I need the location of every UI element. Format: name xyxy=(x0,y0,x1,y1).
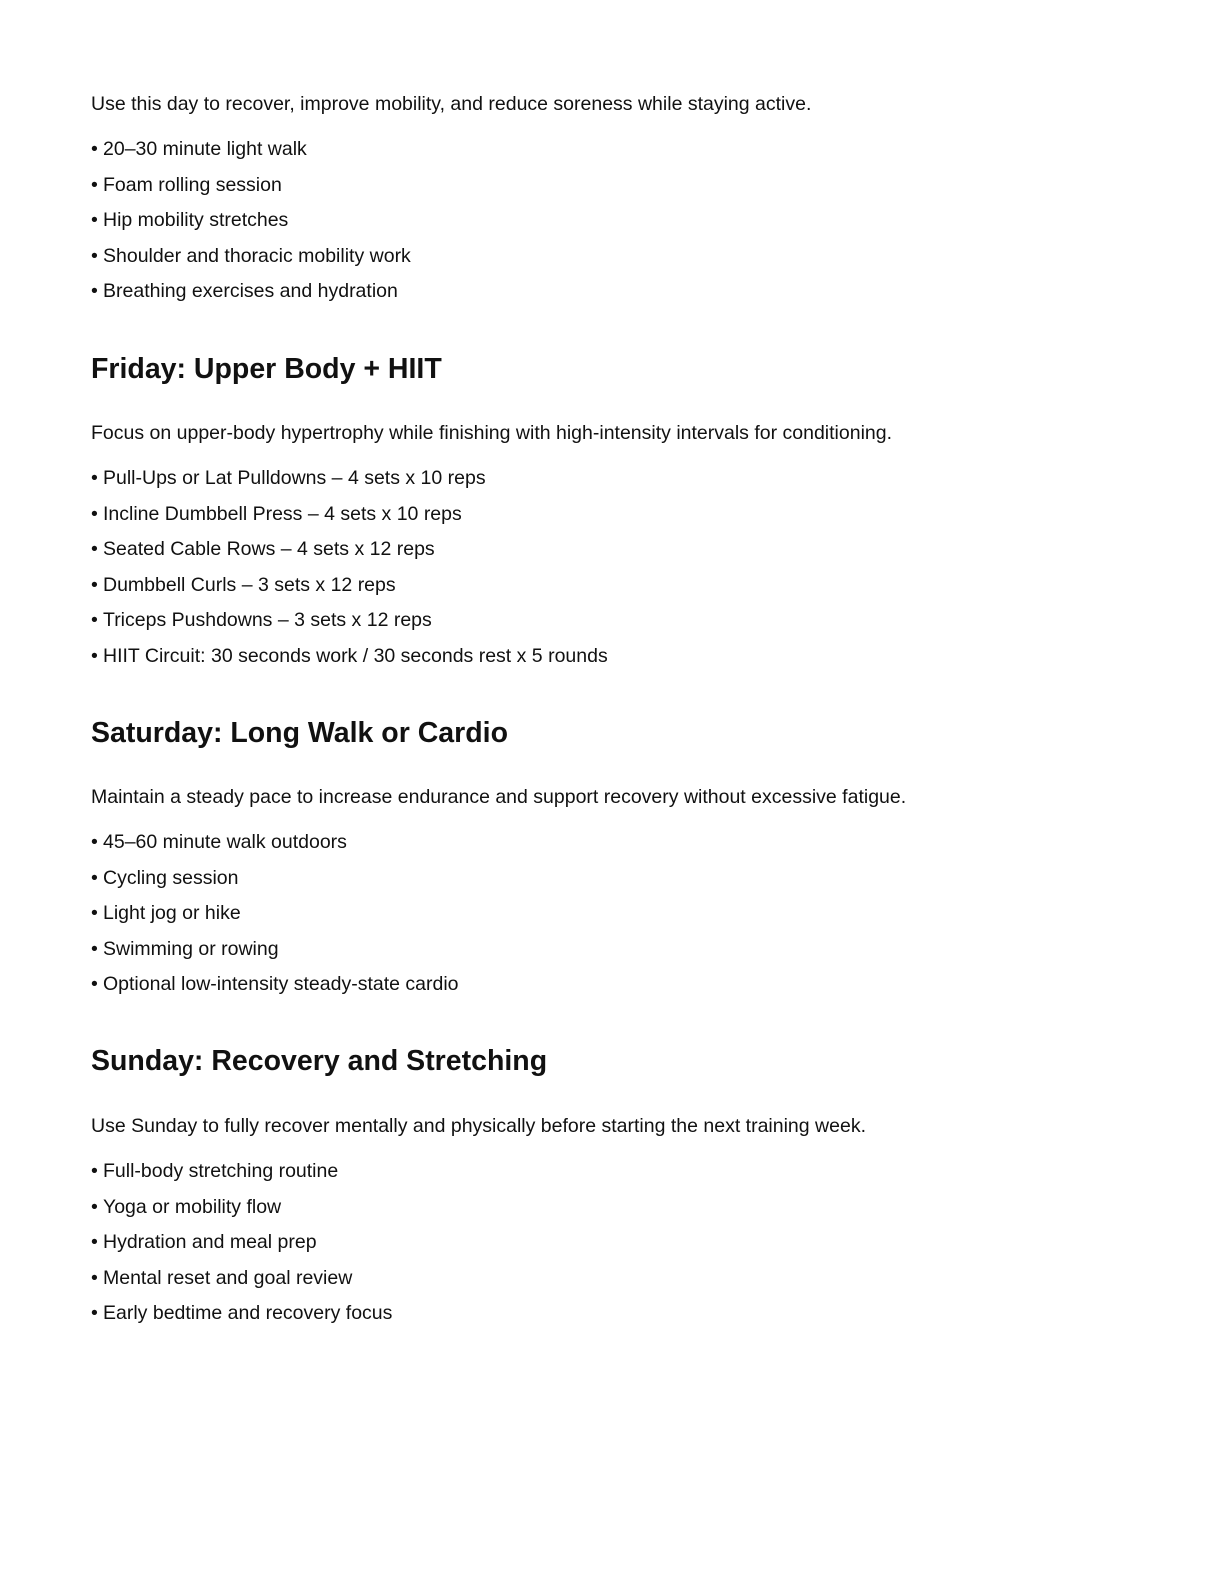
friday-description-block xyxy=(91,420,1131,446)
bullet-icon: • xyxy=(91,280,98,303)
section-description-saturday: Maintain a steady pace to increase endurance and support recovery without excessive fatigue. xyxy=(91,786,907,808)
list-item xyxy=(91,501,1131,537)
list-item-text: Hydration and meal prep xyxy=(103,1231,317,1254)
bullet-icon: • xyxy=(91,173,98,196)
section-description-friday: Focus on upper-body hypertrophy while finishing with high-intensity intervals for conditioning. xyxy=(91,422,893,444)
sunday-list-block xyxy=(91,1158,1131,1336)
sunday-bullet-list xyxy=(91,1158,1131,1336)
list-item xyxy=(91,607,1131,643)
list-item-text: Dumbbell Curls – 3 sets x 12 reps xyxy=(103,573,396,596)
bullet-icon: • xyxy=(91,502,98,525)
bullet-icon: • xyxy=(91,902,98,925)
list-item-text: Triceps Pushdowns – 3 sets x 12 reps xyxy=(103,609,432,632)
list-item xyxy=(91,136,1131,172)
list-item-text: Full-body stretching routine xyxy=(103,1160,339,1182)
saturday-list-block xyxy=(91,829,1131,1007)
list-item-text: HIIT Circuit: 30 seconds work / 30 seconds rest x 5 rounds xyxy=(103,644,608,667)
list-item xyxy=(91,936,1131,972)
intro-paragraph: Use this day to recover, improve mobility, and reduce soreness while staying active. xyxy=(91,93,812,115)
bullet-icon: • xyxy=(91,937,98,960)
list-item xyxy=(91,971,1131,1007)
list-item xyxy=(91,1300,1131,1336)
bullet-icon: • xyxy=(91,973,98,996)
list-item xyxy=(91,865,1131,901)
list-item-text: Yoga or mobility flow xyxy=(103,1195,282,1218)
bullet-icon: • xyxy=(91,866,98,889)
bullet-icon: • xyxy=(91,1302,98,1325)
list-item xyxy=(91,278,1131,314)
list-item xyxy=(91,536,1131,572)
intro-list-section xyxy=(91,136,1131,314)
sunday-section xyxy=(91,1044,1131,1078)
bullet-icon: • xyxy=(91,138,98,160)
section-heading-saturday: Saturday: Long Walk or Cardio xyxy=(91,717,508,749)
list-item-text: 20–30 minute light walk xyxy=(103,138,307,160)
list-item-text: Swimming or rowing xyxy=(103,937,279,960)
list-item xyxy=(91,1158,1131,1194)
list-item xyxy=(91,1194,1131,1230)
list-item-text: Hip mobility stretches xyxy=(103,209,289,232)
bullet-icon: • xyxy=(91,1160,98,1182)
list-item-text: Cycling session xyxy=(103,866,239,889)
list-item xyxy=(91,1265,1131,1301)
list-item xyxy=(91,900,1131,936)
list-item-text: Early bedtime and recovery focus xyxy=(103,1302,393,1325)
list-item xyxy=(91,643,1131,679)
friday-bullet-list xyxy=(91,465,1131,679)
list-item-text: Seated Cable Rows – 4 sets x 12 reps xyxy=(103,538,435,561)
bullet-icon: • xyxy=(91,538,98,561)
list-item xyxy=(91,465,1131,501)
friday-section xyxy=(91,352,1131,386)
section-description-sunday: Use Sunday to fully recover mentally and physically before starting the next training week. xyxy=(91,1115,866,1137)
list-item-text: 45–60 minute walk outdoors xyxy=(103,831,347,853)
list-item-text: Shoulder and thoracic mobility work xyxy=(103,244,411,267)
list-item xyxy=(91,1229,1131,1265)
saturday-description-block xyxy=(91,784,1131,810)
list-item-text: Mental reset and goal review xyxy=(103,1266,353,1289)
bullet-icon: • xyxy=(91,244,98,267)
bullet-icon: • xyxy=(91,467,98,489)
saturday-section xyxy=(91,716,1131,750)
bullet-icon: • xyxy=(91,644,98,667)
list-item-text: Foam rolling session xyxy=(103,173,282,196)
list-item xyxy=(91,243,1131,279)
list-item-text: Breathing exercises and hydration xyxy=(103,280,398,303)
intro-bullet-list xyxy=(91,136,1131,314)
sunday-description-block xyxy=(91,1113,1131,1139)
bullet-icon: • xyxy=(91,209,98,232)
section-heading-friday: Friday: Upper Body + HIIT xyxy=(91,353,442,385)
bullet-icon: • xyxy=(91,609,98,632)
friday-list-block xyxy=(91,465,1131,679)
list-item-text: Optional low-intensity steady-state cardio xyxy=(103,973,459,996)
list-item-text: Incline Dumbbell Press – 4 sets x 10 reps xyxy=(103,502,462,525)
list-item xyxy=(91,207,1131,243)
section-heading-sunday: Sunday: Recovery and Stretching xyxy=(91,1045,548,1077)
bullet-icon: • xyxy=(91,1195,98,1218)
list-item xyxy=(91,829,1131,865)
list-item-text: Light jog or hike xyxy=(103,902,241,925)
bullet-icon: • xyxy=(91,831,98,853)
list-item xyxy=(91,172,1131,208)
saturday-bullet-list xyxy=(91,829,1131,1007)
bullet-icon: • xyxy=(91,1231,98,1254)
list-item xyxy=(91,572,1131,608)
bullet-icon: • xyxy=(91,1266,98,1289)
bullet-icon: • xyxy=(91,573,98,596)
list-item-text: Pull-Ups or Lat Pulldowns – 4 sets x 10 reps xyxy=(103,467,486,489)
